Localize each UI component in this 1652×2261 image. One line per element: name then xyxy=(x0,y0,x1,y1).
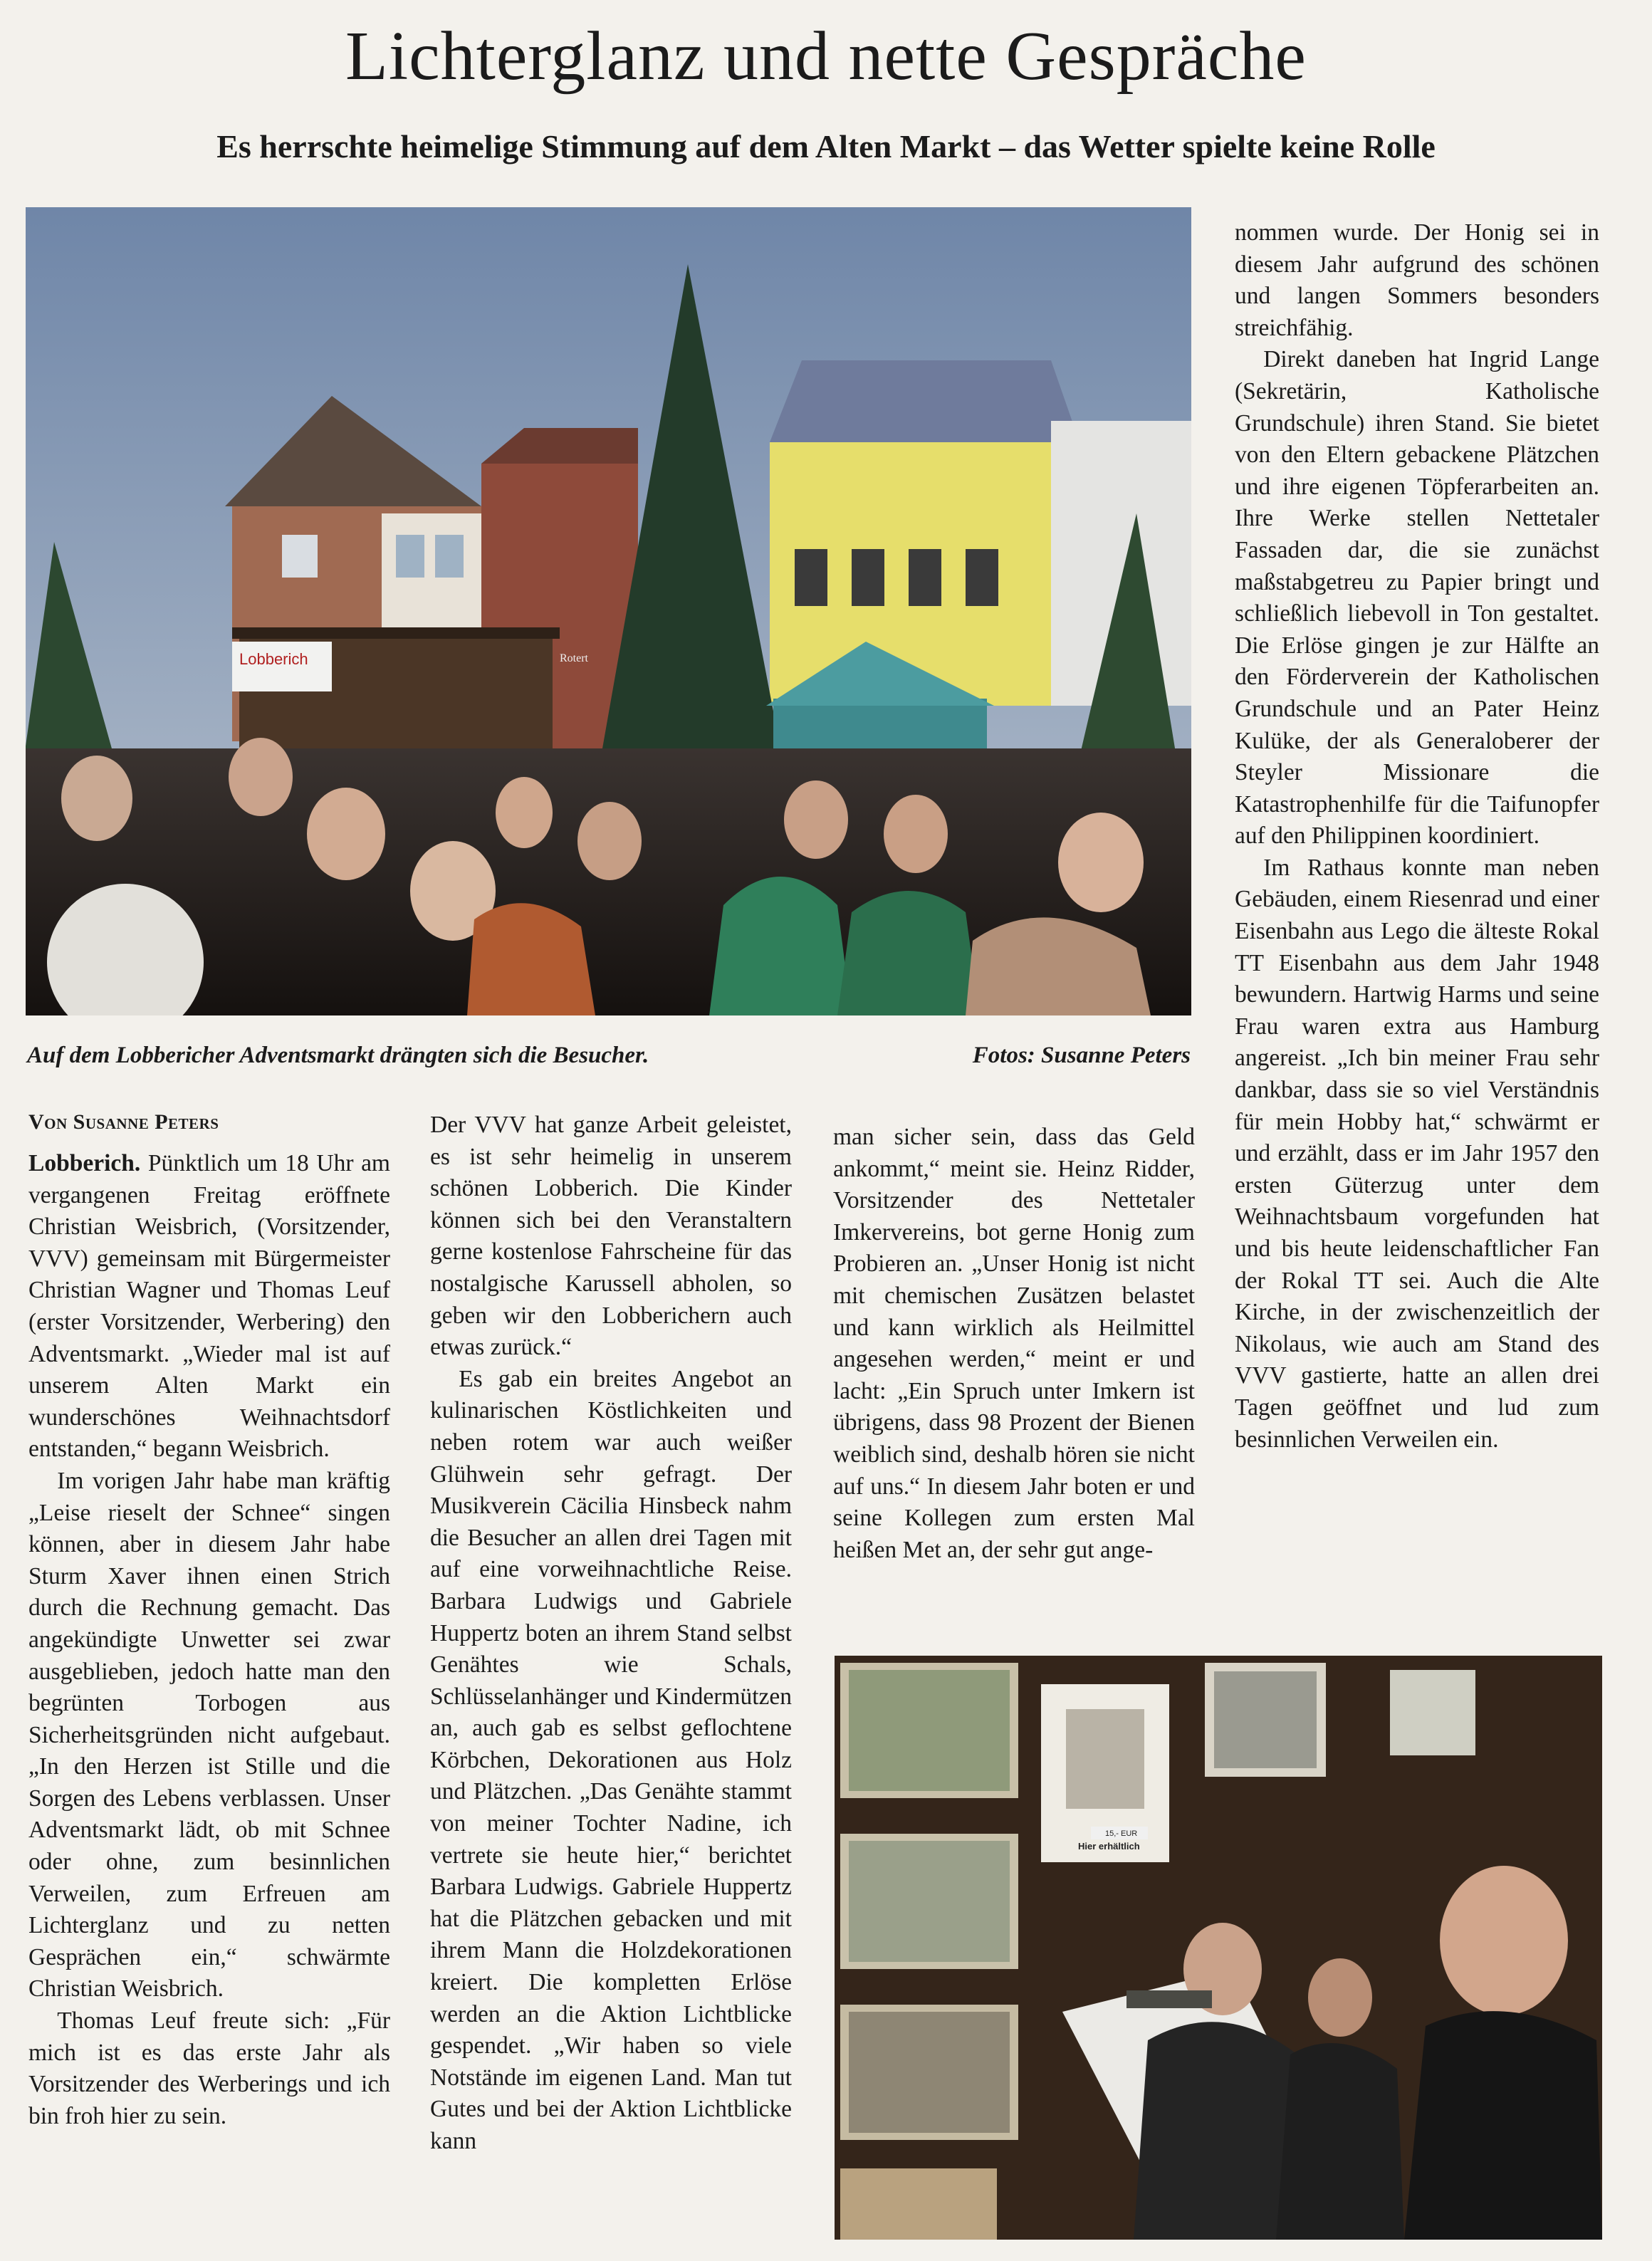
price-label: 15,- EUR xyxy=(1105,1829,1138,1838)
exhibition-photo xyxy=(835,1656,1602,2240)
article-paragraph: Im vorigen Jahr habe man kräftig „Leise rieselt der Schnee“ singen können, aber in diesem Jahr habe Sturm Xaver ihnen einen Strich durch die Rechnung gemacht. Das angekündigte Unwetter sei zwar ausgeblieben, jedoch hatte man den begrünten Torbogen aus Sicherheitsgründen nicht aufgebaut. „In den Herzen ist Stille und die Sorgen des Lebens verblassen. Unser Adventsmarkt lädt, ob mit Schnee oder ohne, zum besinnlichen Verweilen, zum Erfreuen am Lichterglanz und zu netten Gesprächen ein,“ schwärmte Christian Weisbrich. xyxy=(28,1467,390,2002)
shop-sign-text: Rotert xyxy=(560,652,588,664)
byline: Von Susanne Peters xyxy=(28,1110,219,1134)
lobberich-sign-text: Lobberich xyxy=(239,650,308,668)
paragraph-text: Pünktlich um 18 Uhr am vergangenen Freitag eröffnete Christian Weisbrich, (Vorsitzender, VVV) gemeinsam mit Bürgermeister Christian Wagner und Thomas Leuf (erster Vorsitzender, Werbering) den Adventsmarkt. „Wieder mal ist auf unserem Alten Markt ein wunderschönes Weihnachtsdorf entstanden,“ begann Weisbrich. xyxy=(28,1150,390,1463)
article-paragraph: Im Rathaus konnte man neben Gebäuden, einem Riesenrad und einer Eisenbahn aus Lego die älteste Rokal TT Eisenbahn aus dem Jahr 1948 bewundern. Hartwig Harms und seine Frau waren extra aus Hamburg angereist. „Ich bin meiner Frau sehr dankbar, dass sie so viel Verständnis für mein Hobby hat,“ schwärmt er und erzählt, dass er im Jahr 1957 den ersten Güterzug unter dem Weihnachtsbaum vorgefunden hat und bis heute leidenschaftlicher Fan der Rokal TT sei. Auch die Alte Kirche, in der zwischenzeitlich der Nikolaus, wie auch am Stand des VVV gastierte, hatte an allen drei Tagen geöffnet und lud zum besinnlichen Verweilen ein. xyxy=(1235,854,1599,1453)
christmas-market-photo xyxy=(26,207,1191,1015)
headline: Lichterglanz und nette Gespräche xyxy=(345,18,1307,95)
article-paragraph: Direkt daneben hat Ingrid Lange (Sekretärin, Katholische Grundschule) ihren Stand. Sie bietet von den Eltern gebackene Plätzchen und ihre eigenen Töpferarbeiten an. Ihre Werke stellen Nettetaler Fassaden dar, die sie zunächst maßstabgetreu zu Papier bringt und schließlich liebevoll in Ton gestaltet. Die Erlöse gingen je zur Hälfte an den Förderverein der Katholischen Grundschule und an Pater Heinz Kulüke, der als Generaloberer der Steyler Missionare die Katastrophenhilfe für die Taifunopfer auf den Philippinen koordiniert. xyxy=(1235,346,1599,850)
article-paragraph: Thomas Leuf freute sich: „Für mich ist es das erste Jahr als Vorsitzender des Werberings und ich bin froh hier zu sein. xyxy=(28,2007,390,2129)
article-paragraph: Der VVV hat ganze Arbeit geleistet, es ist sehr heimelig in unserem schönen Lobberich. Die Kinder können sich bei den Veranstaltern gerne kostenlose Fahrscheine für das nostalgische Karussell abholen, so geben wir den Lobberichern auch etwas zurück.“ xyxy=(430,1112,792,1361)
photo-credit: Fotos: Susanne Peters xyxy=(972,1043,1191,1068)
sale-label: Hier erhältlich xyxy=(1078,1841,1140,1852)
photo-caption: Auf dem Lobbericher Adventsmarkt drängten sich die Besucher. xyxy=(27,1043,649,1068)
dateline: Lobberich. xyxy=(28,1150,141,1176)
article-paragraph: nommen wurde. Der Honig sei in diesem Jahr aufgrund des schönen und langen Sommers besonders streichfähig. xyxy=(1235,219,1599,341)
article-column-4 xyxy=(1235,217,1599,1456)
article-column-2 xyxy=(430,1109,792,2158)
article-paragraph xyxy=(28,1148,390,1466)
article-paragraph: man sicher sein, dass das Geld ankommt,“ meint sie. Heinz Ridder, Vorsitzender des Nettetaler Imkervereins, bot gerne Honig zum Probieren an. „Unser Honig ist nicht mit chemischen Zusätzen belastet und kann wirklich als Heilmittel angesehen werden,“ meint er und lacht: „Ein Spruch unter Imkern ist übrigens, dass 98 Prozent der Bienen weiblich sind, deshalb hören sie nicht auf uns.“ In diesem Jahr boten er und seine Kollegen zum ersten Mal heißen Met an, der sehr gut ange- xyxy=(833,1124,1195,1563)
article-column-1 xyxy=(28,1148,390,2132)
subheadline: Es herrschte heimelige Stimmung auf dem Alten Markt – das Wetter spielte keine Rolle xyxy=(216,128,1436,165)
article-column-3 xyxy=(833,1122,1195,1566)
article-paragraph: Es gab ein breites Angebot an kulinarischen Köstlichkeiten und neben rotem war auch weißer Glühwein sehr gefragt. Der Musikverein Cäcilia Hinsbeck nahm die Besucher an allen drei Tagen mit auf eine vorweihnachtliche Reise. Barbara Ludwigs und Gabriele Huppertz boten an ihrem Stand selbst Genähtes wie Schals, Schlüsselanhänger und Kindermützen an, auch gab es selbst geflochtene Körbchen, Dekorationen aus Holz und Plätzchen. „Das Genähte stammt von meiner Tochter Nadine, ich vertrete sie heute hier,“ berichtet Barbara Ludwigs. Gabriele Huppertz hat die Plätzchen gebacken und mit ihrem Mann die Holzdekorationen kreiert. Die kompletten Erlöse werden an die Aktion Lichtblicke gespendet. „Wir haben so viele Notstände im eigenen Land. Man tut Gutes und bei der Aktion Lichtblicke kann xyxy=(430,1365,792,2154)
